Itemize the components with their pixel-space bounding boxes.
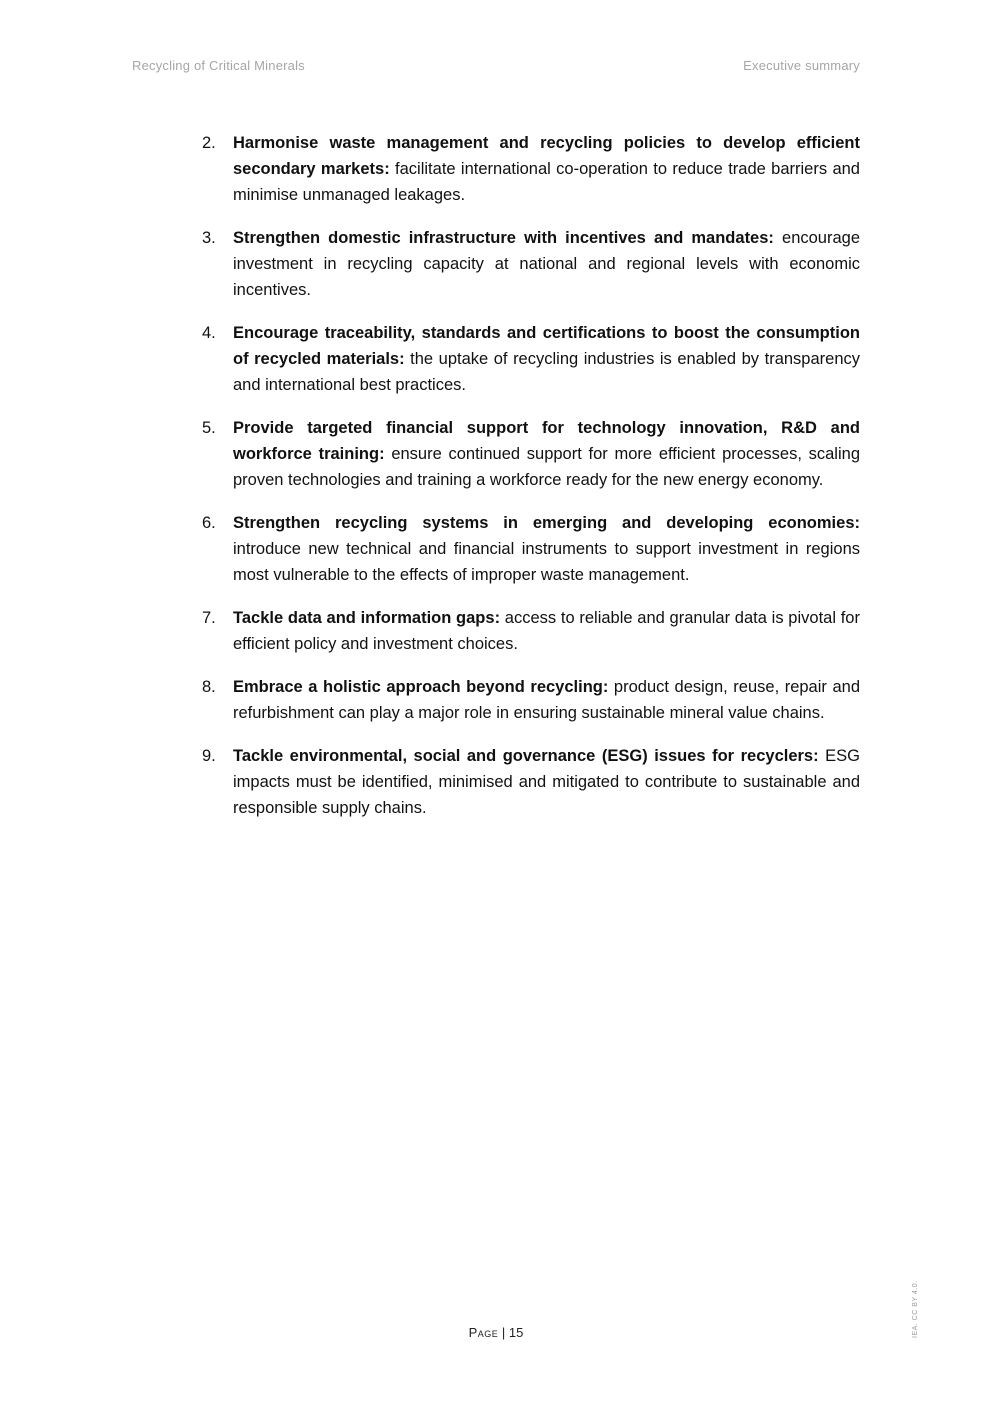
page-separator: | — [501, 1325, 506, 1340]
list-item-title: Encourage traceability, standards and certifications to boost the consumption of recycled materials: — [233, 324, 860, 368]
running-header-title: Recycling of Critical Minerals — [132, 58, 305, 73]
list-item — [202, 225, 860, 303]
list-item — [202, 415, 860, 493]
list-item-body: facilitate international co-operation to reduce trade barriers and minimise unmanaged leakages. — [233, 160, 860, 204]
license-notice: IEA. CC BY 4.0. — [912, 1280, 919, 1338]
list-item — [202, 743, 860, 821]
list-item-number: 5. — [202, 419, 216, 437]
list-item-body: access to reliable and granular data is pivotal for efficient policy and investment choices. — [233, 609, 860, 653]
list-item-body: ESG impacts must be identified, minimised and mitigated to contribute to sustainable and responsible supply chains. — [233, 747, 860, 817]
page-number: 15 — [508, 1325, 524, 1340]
list-item-body: the uptake of recycling industries is enabled by transparency and international best practices. — [233, 350, 860, 394]
list-item-title: Tackle data and information gaps: — [233, 609, 501, 627]
list-item — [202, 320, 860, 398]
list-item-number: 3. — [202, 229, 216, 247]
recommendations-list — [202, 130, 860, 838]
list-item-number: 4. — [202, 324, 216, 342]
list-item-body: introduce new technical and financial instruments to support investment in regions most vulnerable to the effects of improper waste management. — [233, 540, 860, 584]
list-item-body: product design, reuse, repair and refurbishment can play a major role in ensuring sustainable mineral value chains. — [233, 678, 860, 722]
running-header-section: Executive summary — [743, 58, 860, 73]
list-item-title: Provide targeted financial support for technology innovation, R&D and workforce training: — [233, 419, 860, 463]
list-item — [202, 674, 860, 726]
list-item-title: Strengthen recycling systems in emerging and developing economies: — [233, 514, 860, 532]
list-item-body: ensure continued support for more efficient processes, scaling proven technologies and training a workforce ready for the new energy economy. — [233, 445, 860, 489]
list-item — [202, 130, 860, 208]
page-label: Page — [468, 1325, 499, 1340]
list-item-number: 8. — [202, 678, 216, 696]
page-footer — [0, 1325, 992, 1340]
list-item-number: 2. — [202, 134, 216, 152]
list-item-number: 6. — [202, 514, 216, 532]
list-item-number: 7. — [202, 609, 216, 627]
list-item-title: Tackle environmental, social and governance (ESG) issues for recyclers: — [233, 747, 819, 765]
list-item — [202, 605, 860, 657]
list-item-title: Strengthen domestic infrastructure with incentives and mandates: — [233, 229, 774, 247]
list-item-body: encourage investment in recycling capacity at national and regional levels with economic incentives. — [233, 229, 860, 299]
list-item-number: 9. — [202, 747, 216, 765]
list-item-title: Harmonise waste management and recycling policies to develop efficient secondary markets: — [233, 134, 860, 178]
list-item-title: Embrace a holistic approach beyond recycling: — [233, 678, 609, 696]
list-item — [202, 510, 860, 588]
